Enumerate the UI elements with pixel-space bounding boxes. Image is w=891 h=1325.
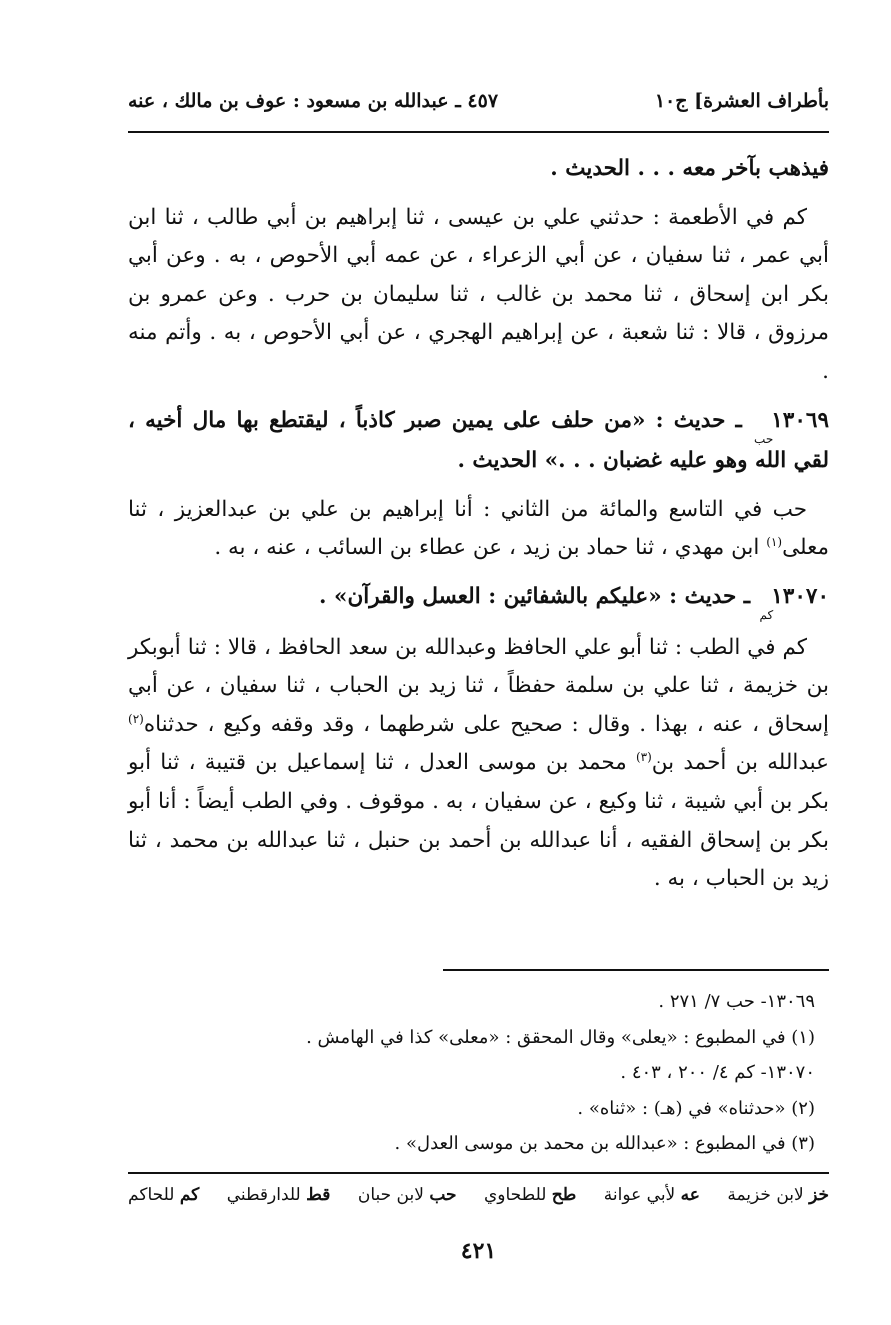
header-rule: [128, 131, 829, 133]
hadith-text: ـ حديث : «عليكم بالشفائين : العسل والقرآن» .: [319, 583, 751, 609]
sigla-rule: [128, 1172, 829, 1174]
footnote-marker: (٢): [128, 711, 144, 726]
footnote-separator: [443, 969, 829, 971]
paragraph-takhrij-1: كم في الأطعمة : حدثني علي بن عيسى ، ثنا إبراهيم بن أبي طالب ، ثنا ابن أبي عمر ، ثنا سفيان ، عن أبي الزعراء ، عن عمه أبي الأحوص ، به . وعن أبي بكر ابن إسحاق ، ثنا محمد بن غالب ، ثنا سليمان بن حرب . وعن عمرو بن مرزوق ، قالا : ثنا شعبة ، عن إبراهيم الهجري ، عن أبي الأحوص ، به . وأتم منه .: [128, 204, 829, 384]
hadith-sigla: حب: [754, 431, 774, 446]
footnote: ١٣٠٧٠- كم ٤/ ٢٠٠ ، ٤٠٣ .: [620, 1062, 815, 1083]
sigla-item: كم للحاكم: [128, 1185, 200, 1205]
header-chapter-title: ٤٥٧ ـ عبدالله بن مسعود : عوف بن مالك ، عنه: [128, 90, 499, 112]
page-number: ٤٢١: [460, 1238, 497, 1264]
footnote: (٢) «حدثناه» في (هـ) : «ثناه» .: [577, 1097, 815, 1119]
paragraph-text: ابن مهدي ، ثنا حماد بن زيد ، عن عطاء بن السائب ، عنه ، به .: [214, 535, 767, 561]
hadith-number: ١٣٠٧٠: [771, 583, 829, 609]
paragraph-text: محمد بن موسى العدل ، ثنا إسماعيل بن قتيبة ، ثنا أبو بكر بن أبي شيبة ، ثنا وكيع ، عن سفيان ، به . موقوف . وفي الطب أيضاً : أنا أبو بكر بن إسحاق الفقيه ، أنا عبدالله بن أحمد بن حنبل ، ثنا عبدالله بن محمد ، ثنا زيد بن الحباب ، به .: [128, 750, 829, 892]
footnote-marker: (١): [766, 535, 783, 550]
footnote: (٣) في المطبوع : «عبدالله بن محمد بن موسى العدل» .: [394, 1133, 815, 1154]
footnote-marker: (٣): [635, 750, 652, 765]
hadith-sigla: كم: [759, 607, 774, 622]
paragraph-text: عبدالله بن أحمد بن: [651, 750, 829, 776]
main-text: [128, 150, 829, 899]
footnote: (١) في المطبوع : «يعلى» وقال المحقق : «معلى» كذا في الهامش .: [306, 1026, 815, 1048]
sigla-item: حب لابن حبان: [357, 1185, 457, 1205]
sigla-item: خز لابن خزيمة: [727, 1185, 829, 1205]
hadith-number: ١٣٠٦٩: [771, 407, 829, 433]
sigla-item: قط للدارقطني: [226, 1185, 331, 1205]
intro-line: فيذهب بآخر معه . . . الحديث .: [550, 156, 829, 181]
header-book-title: بأطراف العشرة] ج١٠: [654, 90, 829, 112]
paragraph-takhrij-3: [128, 629, 829, 899]
hadith-entry-13069: [128, 402, 829, 481]
hadith-text: ـ حديث : «من حلف على يمين صبر كاذباً ، ليقتطع بها مال أخيه ، لقي الله وهو عليه غضبان . . .» الحديث .: [128, 407, 829, 474]
paragraph-text: كم في الطب : ثنا أبو علي الحافظ وعبدالله بن سعد الحافظ ، قالا : ثنا أبوبكر بن خزيمة ، ثنا علي بن سلمة حفظاً ، ثنا زيد بن الحباب ، ثنا سفيان ، عن أبي إسحاق ، عنه ، بهذا . وقال : صحيح على شرطهما ، وقد وقفه وكيع ، حدثناه: [128, 634, 829, 737]
hadith-entry-13070: [128, 578, 829, 622]
sigla-legend: [128, 1180, 829, 1210]
running-header: [128, 86, 829, 116]
book-page: [128, 0, 829, 1325]
footnote: ١٣٠٦٩- حب ٧/ ٢٧١ .: [658, 991, 815, 1012]
sigla-item: طح للطحاوي: [483, 1185, 577, 1205]
footnotes: [128, 984, 829, 1162]
sigla-item: عه لأبي عوانة: [603, 1185, 700, 1205]
paragraph-takhrij-2: [128, 491, 829, 568]
paragraph-text: حب في التاسع والمائة من الثاني : أنا إبراهيم بن علي بن عبدالعزيز ، ثنا معلى: [128, 496, 829, 561]
